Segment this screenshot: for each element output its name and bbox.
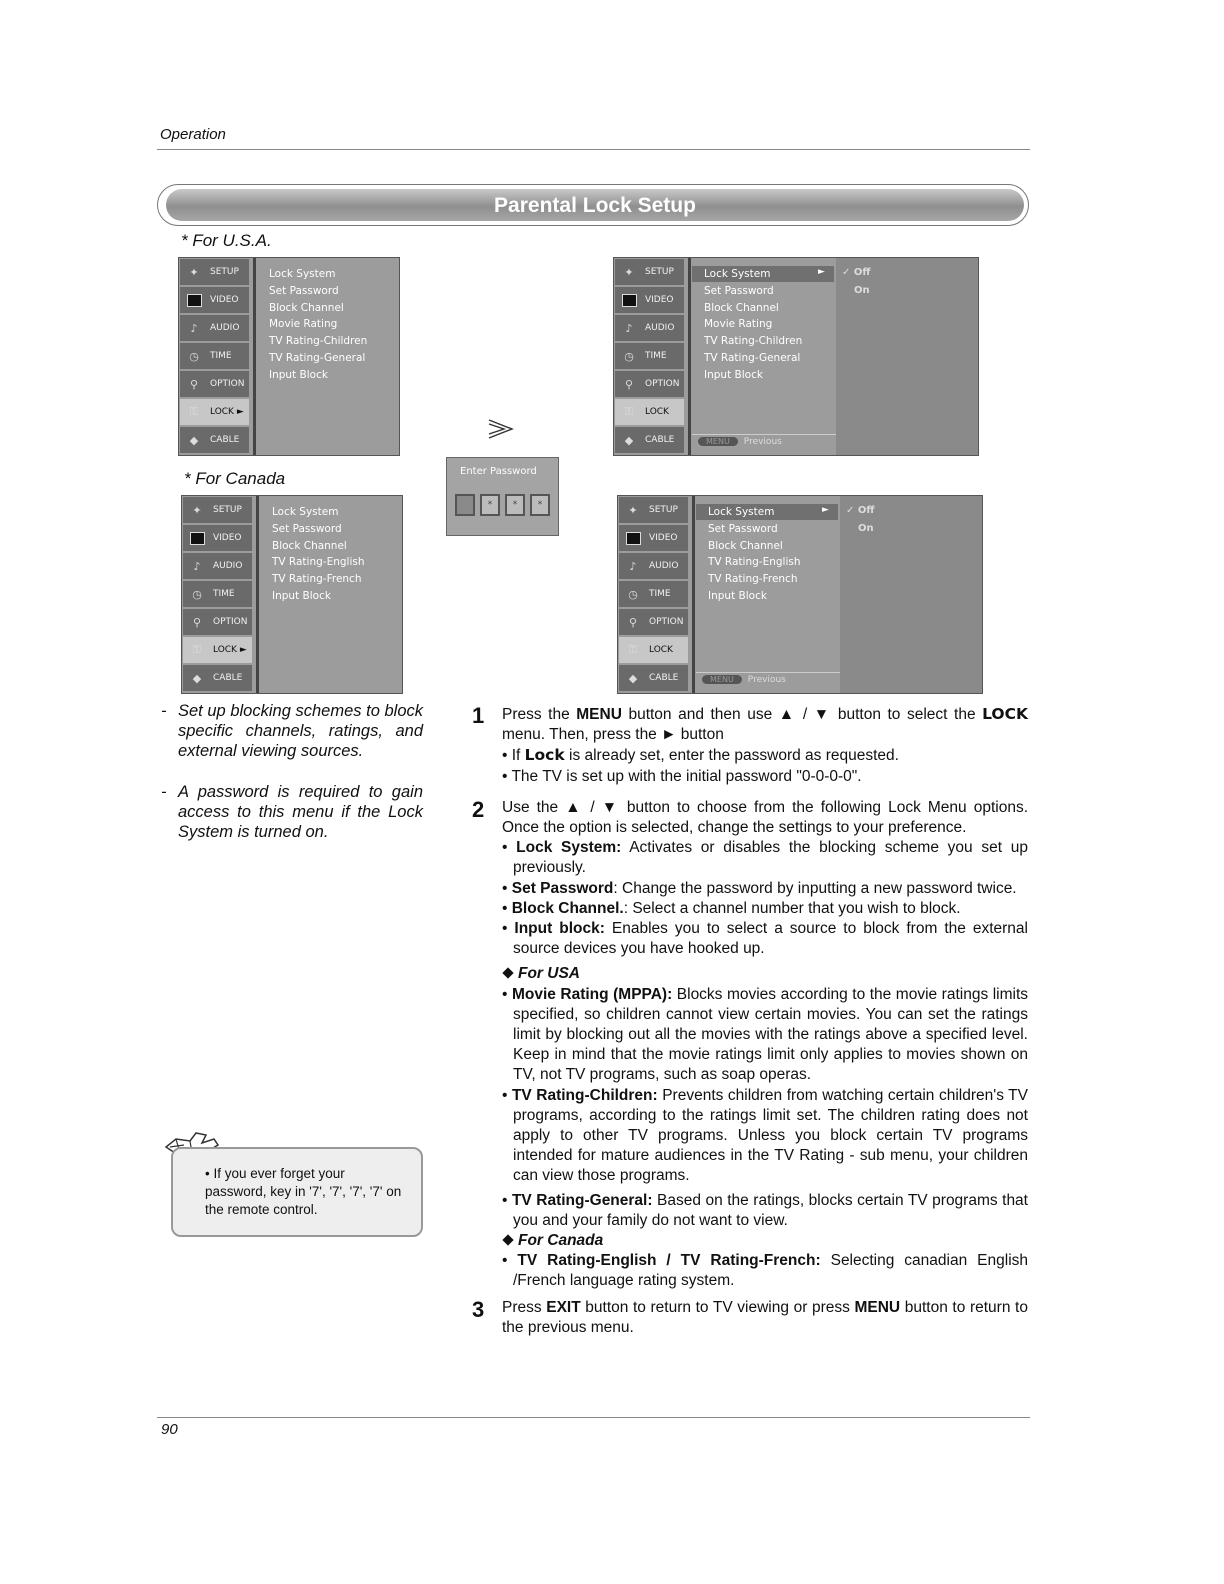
sidebar-note-1: - Set up blocking schemes to block specific channels, ratings, and external viewing sources. bbox=[161, 702, 423, 760]
instructions bbox=[472, 704, 1028, 1338]
time-icon: ◷ bbox=[624, 349, 634, 363]
lock-icon: ⚿ bbox=[628, 643, 638, 656]
video-icon bbox=[187, 530, 207, 546]
menu-option[interactable]: TV Rating-Children bbox=[269, 335, 368, 348]
title-banner bbox=[157, 184, 1029, 226]
video-icon bbox=[623, 530, 643, 546]
option-icon: ⚲ bbox=[192, 615, 202, 629]
tab-label: SETUP bbox=[649, 505, 678, 515]
option-on[interactable]: On bbox=[858, 523, 874, 534]
tab-audio[interactable] bbox=[183, 553, 252, 579]
menu-option[interactable]: TV Rating-English bbox=[272, 556, 365, 569]
password-digit-1[interactable] bbox=[455, 494, 475, 516]
password-dialog-title: Enter Password bbox=[460, 466, 537, 477]
tip-box bbox=[171, 1147, 423, 1237]
tab-label: SETUP bbox=[210, 267, 239, 277]
page-number: 90 bbox=[161, 1421, 178, 1438]
page-title: Parental Lock Setup bbox=[166, 189, 1024, 221]
tab-setup[interactable] bbox=[619, 497, 688, 523]
section-header: Operation bbox=[160, 126, 226, 143]
menu-option[interactable]: Set Password bbox=[704, 284, 774, 297]
region-label-canada: * For Canada bbox=[184, 469, 286, 488]
option-icon: ⚲ bbox=[628, 615, 638, 629]
tab-label: AUDIO bbox=[645, 323, 675, 333]
tab-setup[interactable] bbox=[183, 497, 252, 523]
menu-option[interactable]: Lock System bbox=[272, 506, 339, 518]
tip-text: • If you ever forget your password, key in '7', '7', '7', '7' on the remote control. bbox=[205, 1166, 402, 1217]
enter-password-dialog bbox=[446, 457, 559, 536]
tab-lock[interactable] bbox=[619, 637, 688, 663]
tab-audio[interactable] bbox=[180, 315, 249, 341]
tab-time[interactable] bbox=[183, 581, 252, 607]
tab-time[interactable] bbox=[180, 343, 249, 369]
tab-label: LOCK bbox=[645, 407, 669, 417]
tab-label: OPTION bbox=[649, 617, 684, 627]
tab-option[interactable] bbox=[615, 371, 684, 397]
tab-video[interactable] bbox=[180, 287, 249, 313]
region-label-usa: * For U.S.A. bbox=[181, 231, 272, 250]
tab-label: AUDIO bbox=[649, 561, 679, 571]
tab-lock[interactable] bbox=[183, 637, 252, 663]
previous-label: Previous bbox=[743, 437, 782, 447]
tab-time[interactable] bbox=[619, 581, 688, 607]
option-icon: ⚲ bbox=[624, 377, 634, 391]
tab-option[interactable] bbox=[183, 609, 252, 635]
tab-label: TIME bbox=[210, 351, 232, 361]
menu-option[interactable]: TV Rating-French bbox=[272, 573, 362, 586]
menu-footer bbox=[696, 672, 840, 687]
diamond-icon bbox=[502, 968, 513, 979]
time-icon: ◷ bbox=[189, 349, 199, 363]
menu-option[interactable]: Lock System bbox=[708, 506, 775, 518]
footer-rule bbox=[157, 1417, 1030, 1418]
time-icon: ◷ bbox=[192, 587, 202, 601]
tab-label: SETUP bbox=[645, 267, 674, 277]
audio-icon: ♪ bbox=[193, 559, 201, 573]
menu-option[interactable]: Set Password bbox=[269, 284, 339, 297]
option-off[interactable]: ✓ Off bbox=[842, 267, 871, 278]
option-off[interactable]: ✓ Off bbox=[846, 505, 875, 516]
sidebar-note-2: - A password is required to gain access to this menu if the Lock System is turned on. bbox=[161, 783, 423, 841]
menu-option[interactable]: Movie Rating bbox=[269, 318, 338, 331]
menu-option[interactable]: Input Block bbox=[708, 589, 767, 602]
step-3: 3 Press EXIT button to return to TV viewing or press MENU button to return to the previous menu. bbox=[472, 1296, 1028, 1336]
menu-key: MENU bbox=[698, 437, 738, 446]
tab-option[interactable] bbox=[619, 609, 688, 635]
menu-option[interactable]: Input Block bbox=[269, 368, 328, 381]
menu-option[interactable]: Set Password bbox=[272, 522, 342, 535]
tab-label: OPTION bbox=[645, 379, 680, 389]
menu-option[interactable]: TV Rating-General bbox=[704, 351, 801, 364]
tab-setup[interactable] bbox=[615, 259, 684, 285]
menu-option[interactable]: TV Rating-Children bbox=[704, 335, 803, 348]
tab-label: AUDIO bbox=[210, 323, 240, 333]
usa-lock-menu bbox=[178, 257, 400, 456]
video-icon bbox=[184, 292, 204, 308]
tab-label: TIME bbox=[645, 351, 667, 361]
setup-icon: ✦ bbox=[192, 503, 202, 517]
menu-key: MENU bbox=[702, 675, 742, 684]
tab-label: TIME bbox=[213, 589, 235, 599]
menu-option[interactable]: Block Channel bbox=[708, 539, 783, 552]
previous-label: Previous bbox=[747, 675, 786, 685]
tab-video[interactable] bbox=[183, 525, 252, 551]
menu-option[interactable]: Lock System bbox=[704, 268, 771, 280]
audio-icon: ♪ bbox=[625, 321, 633, 335]
tab-label: VIDEO bbox=[645, 295, 674, 305]
time-icon: ◷ bbox=[628, 587, 638, 601]
arrow-right-icon: ► bbox=[818, 267, 825, 277]
menu-option[interactable]: Input Block bbox=[272, 589, 331, 602]
option-icon: ⚲ bbox=[189, 377, 199, 391]
canada-lock-system-menu bbox=[617, 495, 983, 694]
tab-audio[interactable] bbox=[619, 553, 688, 579]
setup-icon: ✦ bbox=[189, 265, 199, 279]
password-digit-2[interactable]: * bbox=[480, 494, 500, 516]
menu-option[interactable]: Movie Rating bbox=[704, 318, 773, 331]
tab-label: CABLE bbox=[645, 435, 675, 445]
cable-icon: ◆ bbox=[624, 433, 634, 447]
setup-icon: ✦ bbox=[628, 503, 638, 517]
tab-lock[interactable] bbox=[180, 399, 249, 425]
tab-label: VIDEO bbox=[213, 533, 242, 543]
tab-label: CABLE bbox=[210, 435, 240, 445]
menu-option[interactable]: Block Channel bbox=[704, 301, 779, 314]
cable-icon: ◆ bbox=[192, 671, 202, 685]
step-2: 2 Use the ▲ / ▼ button to choose from the following Lock Menu options. Once the option is selected, change the settings to your preference. • Lock System: Activates or disables the blocking scheme you set up previously. • Set Password: Change the password by inputting a new password twice. • Block Channel.: Select a channel number that you wish to block. • Input block: Enables you to select a source to block from the external source devices you have hooked up. For USA • Movie Rating (MPPA): Blocks movies according to the movie ratings limits specified, so children cannot view certain movies. You can set the ratings limit by blocking out all the movies with the ratings above a specified level. Keep in mind that the movie ratings limit only applies to movies shown on TV, not TV programs, such as soap operas. • TV Rating-Children: Prevents children from watching certain children's TV programs, according to the ratings limit set. The children rating does not apply to other TV programs. Unless you block certain TV programs intended for mature audiences in the TV Rating - sub menu, your children can view those programs. • TV Rating-General: Based on the ratings, blocks certain TV programs that you and your family do not want to view. For Canada • TV Rating-English / TV Rating-French: Selecting canadian English /French language rating system. bbox=[472, 796, 1029, 1290]
cable-icon: ◆ bbox=[189, 433, 199, 447]
tab-option[interactable] bbox=[180, 371, 249, 397]
cable-icon: ◆ bbox=[628, 671, 638, 685]
password-digit-3[interactable]: * bbox=[505, 494, 525, 516]
tab-label: SETUP bbox=[213, 505, 242, 515]
menu-option[interactable]: Block Channel bbox=[272, 539, 347, 552]
tab-cable[interactable] bbox=[180, 427, 249, 453]
tab-label: LOCK ► bbox=[213, 645, 247, 655]
lock-icon: ⚿ bbox=[624, 405, 634, 418]
canada-lock-menu bbox=[181, 495, 403, 694]
tab-audio[interactable] bbox=[615, 315, 684, 341]
tab-cable[interactable] bbox=[615, 427, 684, 453]
menu-footer bbox=[692, 434, 836, 449]
menu-option[interactable]: TV Rating-French bbox=[708, 573, 798, 586]
tab-label: CABLE bbox=[649, 673, 679, 683]
option-on[interactable]: On bbox=[854, 285, 870, 296]
usa-lock-system-menu bbox=[613, 257, 979, 456]
tab-label: AUDIO bbox=[213, 561, 243, 571]
submenu-panel bbox=[840, 496, 982, 693]
tab-label: LOCK bbox=[649, 645, 673, 655]
tab-label: VIDEO bbox=[210, 295, 239, 305]
tab-label: LOCK ► bbox=[210, 407, 244, 417]
tab-video[interactable] bbox=[615, 287, 684, 313]
diamond-icon bbox=[502, 1234, 513, 1245]
menu-option[interactable]: Block Channel bbox=[269, 301, 344, 314]
setup-icon: ✦ bbox=[624, 265, 634, 279]
submenu-panel bbox=[836, 258, 978, 455]
lock-icon: ⚿ bbox=[192, 643, 202, 656]
menu-option[interactable]: Set Password bbox=[708, 522, 778, 535]
menu-option[interactable]: TV Rating-English bbox=[708, 556, 801, 569]
tab-label: CABLE bbox=[213, 673, 243, 683]
header-rule bbox=[157, 149, 1030, 150]
tab-cable[interactable] bbox=[183, 665, 252, 691]
tab-video[interactable] bbox=[619, 525, 688, 551]
tab-time[interactable] bbox=[615, 343, 684, 369]
tab-label: OPTION bbox=[210, 379, 245, 389]
lock-icon: ⚿ bbox=[189, 405, 199, 418]
tab-lock[interactable] bbox=[615, 399, 684, 425]
tab-cable[interactable] bbox=[619, 665, 688, 691]
tab-label: TIME bbox=[649, 589, 671, 599]
audio-icon: ♪ bbox=[190, 321, 198, 335]
menu-option[interactable]: Input Block bbox=[704, 368, 763, 381]
menu-option[interactable]: Lock System bbox=[269, 268, 336, 280]
tab-label: OPTION bbox=[213, 617, 248, 627]
arrow-right-icon: ► bbox=[822, 505, 829, 515]
password-digit-4[interactable]: * bbox=[530, 494, 550, 516]
menu-option[interactable]: TV Rating-General bbox=[269, 351, 366, 364]
video-icon bbox=[619, 292, 639, 308]
step-1: 1 Press the MENU button and then use ▲ / ▼ button to select the LOCK menu. Then, press the ► button • If Lock is already set, enter the password as requested. • The TV is set up with the initial password "0-0-0-0". bbox=[472, 703, 1028, 785]
next-step-arrow-icon bbox=[486, 417, 516, 441]
tab-setup[interactable] bbox=[180, 259, 249, 285]
tab-label: VIDEO bbox=[649, 533, 678, 543]
audio-icon: ♪ bbox=[629, 559, 637, 573]
